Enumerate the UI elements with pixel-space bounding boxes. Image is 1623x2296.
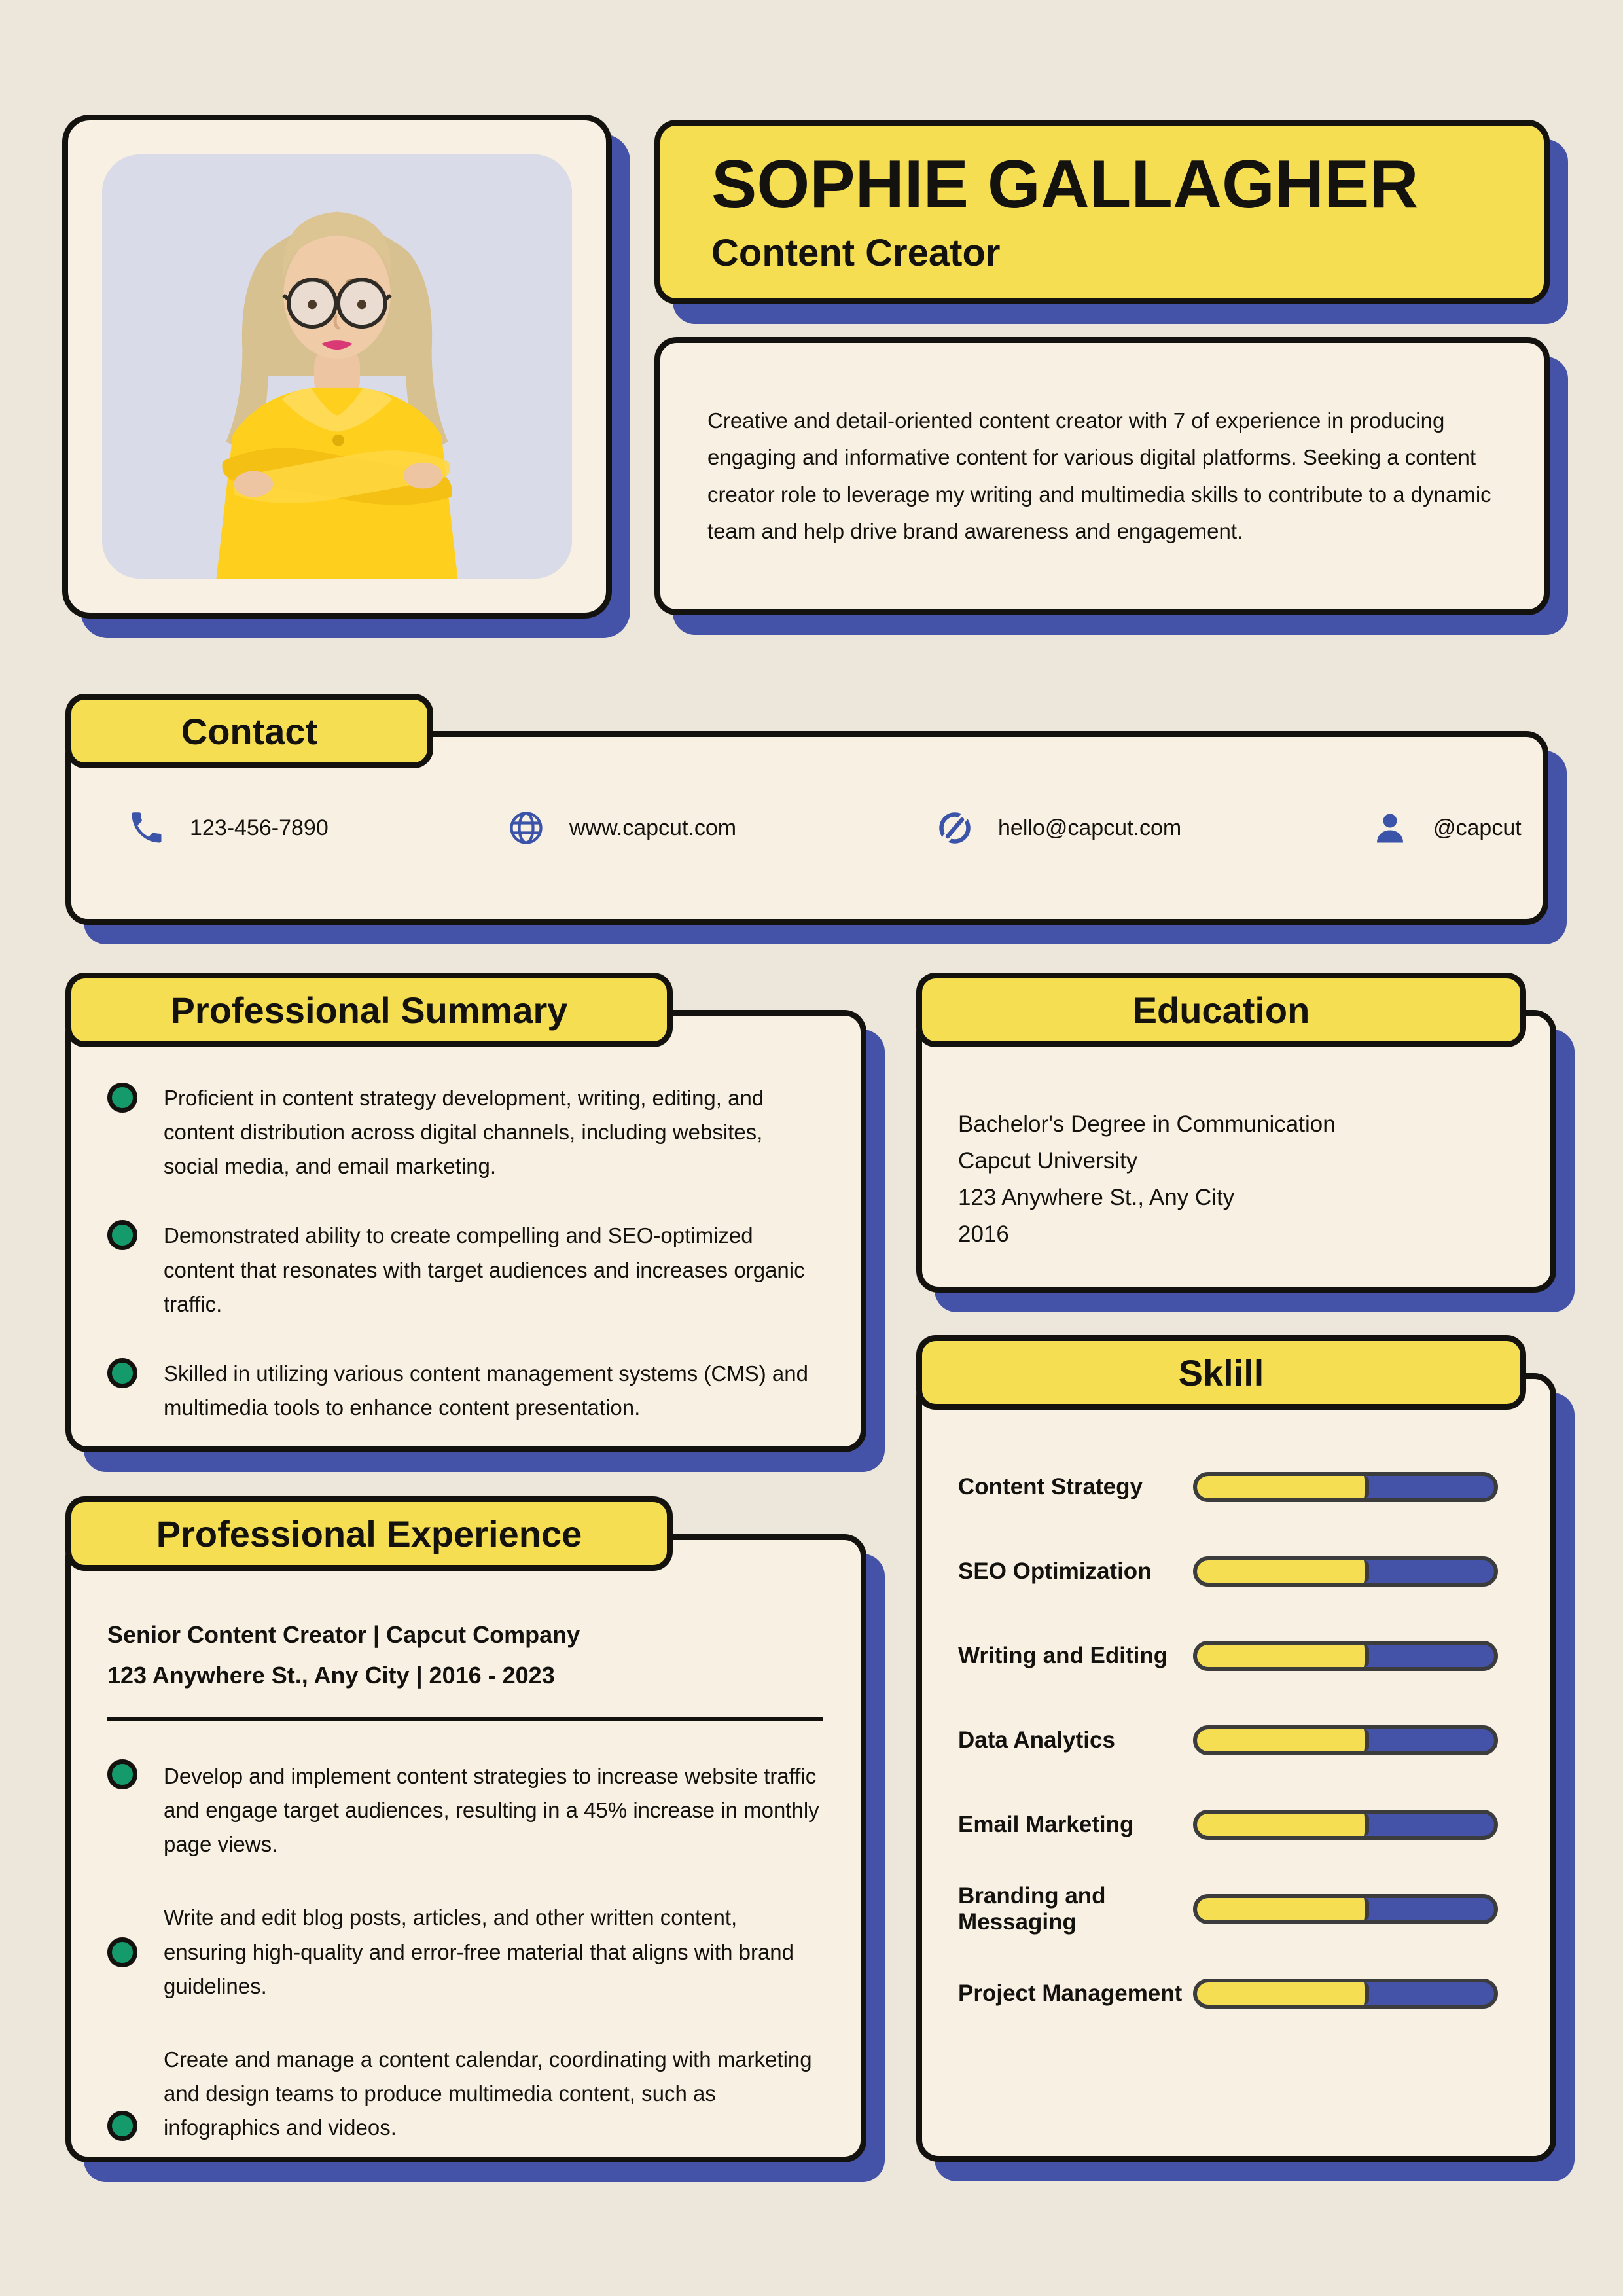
skill-row — [958, 1529, 1498, 1613]
person-role: Content Creator — [711, 232, 1001, 275]
skill-label: Content Strategy — [958, 1473, 1143, 1499]
person-icon — [1370, 808, 1410, 848]
skill-row — [958, 1867, 1498, 1951]
bullet-dot — [107, 1937, 137, 1967]
summary-bullet — [107, 1357, 823, 1425]
skills-box — [916, 1373, 1556, 2162]
skill-bar-fill — [1197, 1560, 1369, 1583]
summary-text: Creative and detail-oriented content creator with 7 of experience in producing engaging and informative content for various digital platforms. Seeking a content creator role to leverage my writing and multimedia skills to contribute to a dynamic team and help drive brand awareness and engagement. — [707, 408, 1491, 543]
person-name: SOPHIE GALLAGHER — [711, 146, 1419, 223]
bullet-dot — [107, 2111, 137, 2141]
skill-bar — [1193, 1979, 1498, 2009]
skill-bar — [1193, 1472, 1498, 1502]
contact-item-handle[interactable] — [1370, 808, 1522, 848]
link-icon — [935, 808, 974, 848]
bullet-text: Skilled in utilizing various content management systems (CMS) and multimedia tools to enhance content presentation. — [164, 1361, 808, 1420]
professional-summary-tab — [65, 973, 673, 1047]
skill-row — [958, 1782, 1498, 1867]
skill-row — [958, 1613, 1498, 1698]
experience-bullet — [107, 1901, 823, 2003]
education-tab-label: Education — [1132, 989, 1310, 1031]
bullet-dot — [107, 1083, 137, 1113]
skill-label: Writing and Editing — [958, 1642, 1168, 1668]
education-box — [916, 1010, 1556, 1293]
contact-website-text: www.capcut.com — [569, 815, 737, 840]
skill-bar — [1193, 1894, 1498, 1924]
skill-row — [958, 1698, 1498, 1782]
contact-handle-text: @capcut — [1433, 815, 1522, 840]
skill-label: Email Marketing — [958, 1811, 1134, 1837]
bullet-dot — [107, 1759, 137, 1789]
contact-phone-text: 123-456-7890 — [190, 815, 329, 840]
contact-item-phone[interactable] — [127, 808, 329, 848]
skill-bar-fill — [1197, 1476, 1369, 1498]
experience-meta: 123 Anywhere St., Any City | 2016 - 2023 — [107, 1662, 555, 1689]
contact-tab — [65, 694, 433, 768]
education-tab — [916, 973, 1526, 1047]
summary-bullet — [107, 1081, 823, 1183]
photo-card — [62, 115, 612, 619]
bullet-text: Demonstrated ability to create compelling and SEO-optimized content that resonates with target audiences and increases organic traffic. — [164, 1223, 805, 1316]
professional-summary-box — [65, 1010, 866, 1452]
experience-bullet — [107, 2043, 823, 2145]
bullet-text: Proficient in content strategy development, writing, editing, and content distribution across digital channels, including websites, social media, and email marketing. — [164, 1086, 764, 1179]
education-degree: Bachelor's Degree in Communication — [958, 1111, 1336, 1137]
education-year: 2016 — [958, 1221, 1009, 1247]
skill-bar — [1193, 1725, 1498, 1755]
portrait-illustration — [102, 154, 572, 579]
skill-row — [958, 1951, 1498, 2036]
globe-icon — [507, 808, 546, 848]
name-card — [654, 120, 1550, 304]
skill-label: SEO Optimization — [958, 1558, 1152, 1584]
contact-email-text: hello@capcut.com — [998, 815, 1182, 840]
skill-bar — [1193, 1810, 1498, 1840]
skill-bar — [1193, 1556, 1498, 1587]
portrait-photo — [102, 154, 572, 579]
experience-box — [65, 1534, 866, 2162]
skills-tab-label: Sklill — [1178, 1352, 1264, 1393]
phone-icon — [127, 808, 166, 848]
skill-bar-fill — [1197, 1898, 1369, 1920]
bullet-text: Develop and implement content strategies to increase website traffic and engage target audiences, resulting in a 45% increase in monthly page views. — [164, 1764, 819, 1857]
contact-item-website[interactable] — [507, 808, 736, 848]
education-address: 123 Anywhere St., Any City — [958, 1185, 1235, 1210]
experience-bullet — [107, 1759, 823, 1861]
experience-tab — [65, 1496, 673, 1571]
summary-card — [654, 337, 1550, 615]
skill-bar-fill — [1197, 1729, 1369, 1751]
bullet-dot — [107, 1358, 137, 1388]
contact-item-email[interactable] — [935, 808, 1181, 848]
experience-role: Senior Content Creator | Capcut Company — [107, 1621, 580, 1648]
contact-tab-label: Contact — [181, 710, 318, 752]
skill-label: Project Management — [958, 1980, 1183, 2006]
skill-bar — [1193, 1641, 1498, 1671]
summary-bullet — [107, 1219, 823, 1321]
skill-row — [958, 1444, 1498, 1529]
skill-bar-fill — [1197, 1982, 1369, 2005]
skill-label: Branding and Messaging — [958, 1882, 1106, 1935]
skills-tab — [916, 1335, 1526, 1410]
skill-bar-fill — [1197, 1814, 1369, 1836]
bullet-dot — [107, 1220, 137, 1250]
skill-label: Data Analytics — [958, 1727, 1115, 1753]
education-school: Capcut University — [958, 1148, 1138, 1174]
experience-divider — [107, 1717, 823, 1721]
bullet-text: Write and edit blog posts, articles, and other written content, ensuring high-quality and error-free material that aligns with brand guidelines. — [164, 1905, 794, 1998]
experience-tab-label: Professional Experience — [156, 1513, 582, 1554]
bullet-text: Create and manage a content calendar, coordinating with marketing and design teams to produce multimedia content, such as infographics and videos. — [164, 2047, 812, 2140]
skill-bar-fill — [1197, 1645, 1369, 1667]
professional-summary-tab-label: Professional Summary — [170, 989, 568, 1031]
